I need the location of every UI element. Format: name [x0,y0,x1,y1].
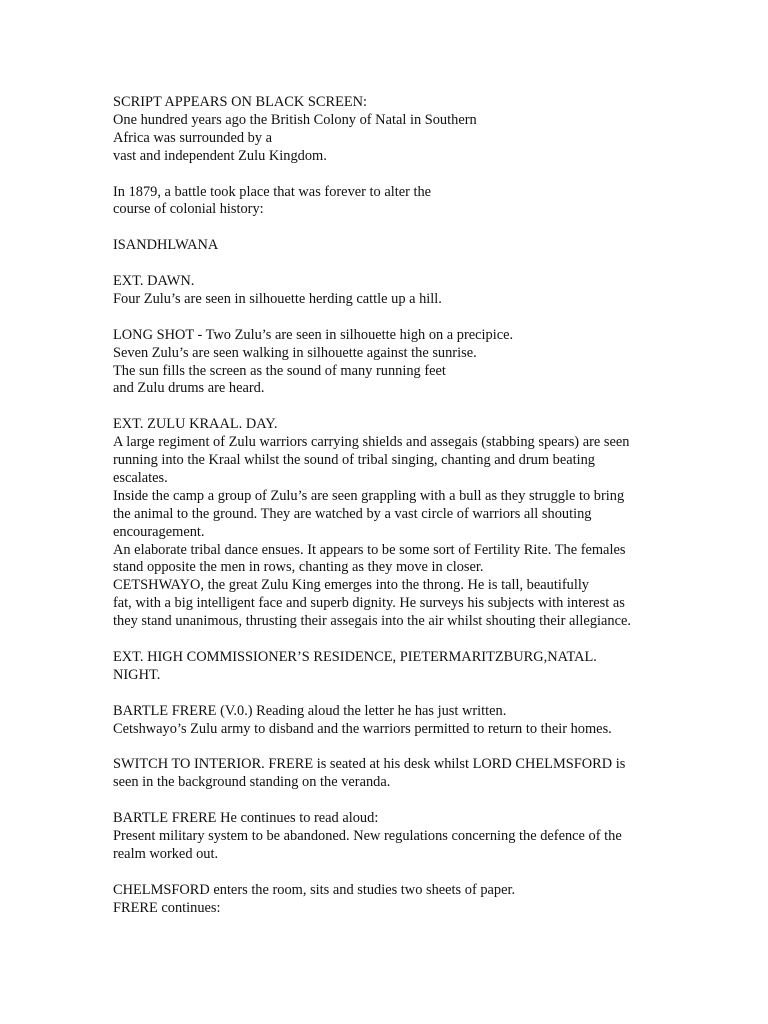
text-line: ISANDHLWANA [113,237,219,254]
text-line: EXT. HIGH COMMISSIONER’S RESIDENCE, PIETERMARITZBURG,NATAL. [113,649,597,665]
text-line: EXT. DAWN. [113,273,195,290]
script-paragraph [113,810,658,864]
text-line: seen in the background standing on the veranda. [113,774,391,791]
text-line: One hundred years ago the British Colony of Natal in Southern [113,111,477,128]
script-paragraph [113,882,658,918]
text-line: Inside the camp a group of Zulu’s are seen grappling with a bull as they struggle to bring [113,487,625,504]
text-line: BARTLE FRERE (V.0.) Reading aloud the letter he has just written. [113,702,507,719]
text-line: EXT. ZULU KRAAL. DAY. [113,416,278,433]
text-line: they stand unanimous, thrusting their assegais into the air whilst shouting their allegiance. [113,613,631,630]
script-text [113,94,658,935]
script-paragraph [113,703,658,739]
text-line: escalates. [113,469,168,486]
text-line: BARTLE FRERE He continues to read aloud: [113,810,379,827]
text-line: FRERE continues: [113,899,221,916]
script-paragraph [113,184,658,220]
text-line: SCRIPT APPEARS ON BLACK SCREEN: [113,94,368,110]
text-line: Africa was surrounded by a [113,129,273,146]
text-line: the animal to the ground. They are watched by a vast circle of warriors all shouting [113,505,592,522]
script-paragraph [113,327,658,399]
text-line: Cetshwayo’s Zulu army to disband and the warriors permitted to return to their homes. [113,720,612,737]
text-line: realm worked out. [113,845,219,862]
script-paragraph [113,416,658,631]
text-line: and Zulu drums are heard. [113,380,265,397]
script-paragraph [113,94,658,166]
text-line: Seven Zulu’s are seen walking in silhouette against the sunrise. [113,344,477,361]
text-line: The sun fills the screen as the sound of many running feet [113,362,446,379]
script-paragraph [113,273,658,309]
text-line: CHELMSFORD enters the room, sits and studies two sheets of paper. [113,881,516,898]
text-line: CETSHWAYO, the great Zulu King emerges into the throng. He is tall, beautifully [113,577,590,594]
text-line: fat, with a big intelligent face and superb dignity. He surveys his subjects with interest as [113,595,625,612]
text-line: running into the Kraal whilst the sound of tribal singing, chanting and drum beating [113,452,596,469]
script-paragraph [113,237,658,255]
text-line: course of colonial history: [113,201,264,218]
text-line: SWITCH TO INTERIOR. FRERE is seated at his desk whilst LORD CHELMSFORD is [113,756,626,773]
script-paragraph [113,756,658,792]
text-line: vast and independent Zulu Kingdom. [113,147,327,164]
text-line: Present military system to be abandoned. New regulations concerning the defence of the [113,828,622,845]
text-line: NIGHT. [113,666,161,683]
text-line: In 1879, a battle took place that was forever to alter the [113,183,432,200]
text-line: An elaborate tribal dance ensues. It appears to be some sort of Fertility Rite. The females [113,541,626,558]
text-line: stand opposite the men in rows, chanting as they move in closer. [113,559,484,576]
text-line: encouragement. [113,523,205,540]
script-paragraph [113,649,658,685]
text-line: LONG SHOT - Two Zulu’s are seen in silhouette high on a precipice. [113,326,514,343]
text-line: Four Zulu’s are seen in silhouette herding cattle up a hill. [113,290,442,307]
text-line: A large regiment of Zulu warriors carrying shields and assegais (stabbing spears) are seen [113,434,630,451]
